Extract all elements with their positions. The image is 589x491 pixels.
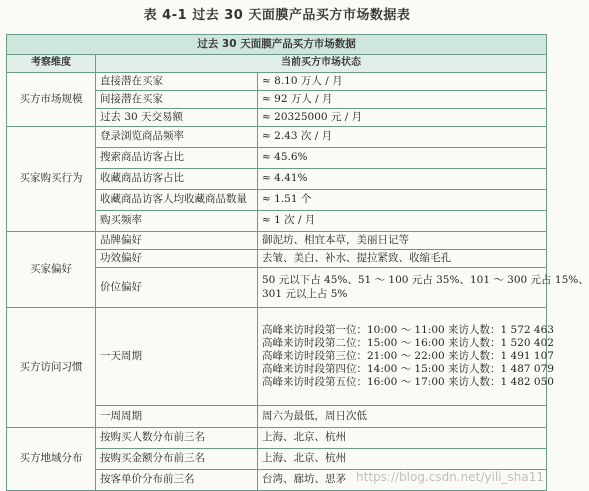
metric-label: 一周周期 [96,406,258,428]
metric-label: 收藏商品访客人均收藏商品数量 [96,190,258,211]
metric-label: 收藏商品访客占比 [96,169,258,190]
metric-label: 登录浏览商品频率 [96,127,258,148]
metric-value: ≈ 1 次 / 月 [258,211,547,232]
metric-value: 台湾、廊坊、思茅 [258,470,547,491]
metric-value: 周六为最低，周日次低 [258,406,547,428]
table-row [7,308,547,406]
buyer-market-table [6,34,589,491]
metric-value: ≈ 92 万人 / 月 [258,91,547,109]
metric-label: 购买频率 [96,211,258,232]
metric-label: 按购买金额分布前三名 [96,449,258,470]
dimension-cell: 买方地域分布 [7,428,96,491]
metric-value [258,308,554,406]
table-title: 过去 30 天面膜产品买方市场数据 [7,35,547,55]
value-line: 50 元以下占 45%、51 ～ 100 元占 35%、101 ～ 300 元占 15%、 [262,274,589,287]
metric-label: 一天周期 [96,308,258,406]
metric-value: 去皱、美白、补水、提拉紧致、收缩毛孔 [258,250,547,268]
metric-value: 上海、北京、杭州 [258,449,547,470]
value-line: 高峰来访时段第五位：16:00 ～ 17:00 来访人数：1 482 050 [262,376,554,389]
watermark-text: https://blog.csdn.net/yili_sha11 [356,470,544,484]
table-row [7,428,547,449]
header-dimension: 考察维度 [7,55,96,73]
value-line: 高峰来访时段第四位：14:00 ～ 15:00 来访人数：1 487 079 [262,363,554,376]
metric-label: 按客单价分布前三名 [96,470,258,491]
dimension-cell: 买方市场规模 [7,73,96,127]
metric-value: ≈ 1.51 个 [258,190,547,211]
table-row [7,232,547,250]
value-line: 高峰来访时段第一位：10:00 ～ 11:00 来访人数：1 572 463 [262,323,554,336]
metric-value: ≈ 20325000 元 / 月 [258,109,547,127]
table-row [7,73,547,91]
table-row [7,127,547,148]
metric-value: 御泥坊、相宜本草，美丽日记等 [258,232,547,250]
header-status: 当前买方市场状态 [96,55,547,73]
metric-label: 价位偏好 [96,268,258,308]
metric-label: 搜索商品访客占比 [96,148,258,169]
metric-label: 按购买人数分布前三名 [96,428,258,449]
metric-value: 上海、北京、杭州 [258,428,547,449]
value-line: 高峰来访时段第三位：21:00 ～ 22:00 来访人数：1 491 107 [262,349,554,362]
table-caption: 表 4-1 过去 30 天面膜产品买方市场数据表 [143,8,411,23]
metric-value: ≈ 8.10 万人 / 月 [258,73,547,91]
metric-label: 间接潜在买家 [96,91,258,109]
dimension-cell: 买家购买行为 [7,127,96,232]
dimension-cell: 买家偏好 [7,232,96,308]
value-line: 301 元以上占 5% [262,287,348,300]
metric-value: ≈ 45.6% [258,148,547,169]
metric-label: 直接潜在买家 [96,73,258,91]
dimension-cell: 买方访问习惯 [7,308,96,428]
metric-value [258,268,589,308]
metric-label: 功效偏好 [96,250,258,268]
metric-value: ≈ 4.41% [258,169,547,190]
metric-label: 品牌偏好 [96,232,258,250]
value-line: 高峰来访时段第二位：15:00 ～ 16:00 来访人数：1 520 402 [262,336,554,349]
metric-label: 过去 30 天交易额 [96,109,258,127]
table-title-row [7,35,547,55]
table-header-row [7,55,547,73]
metric-value: ≈ 2.43 次 / 月 [258,127,547,148]
